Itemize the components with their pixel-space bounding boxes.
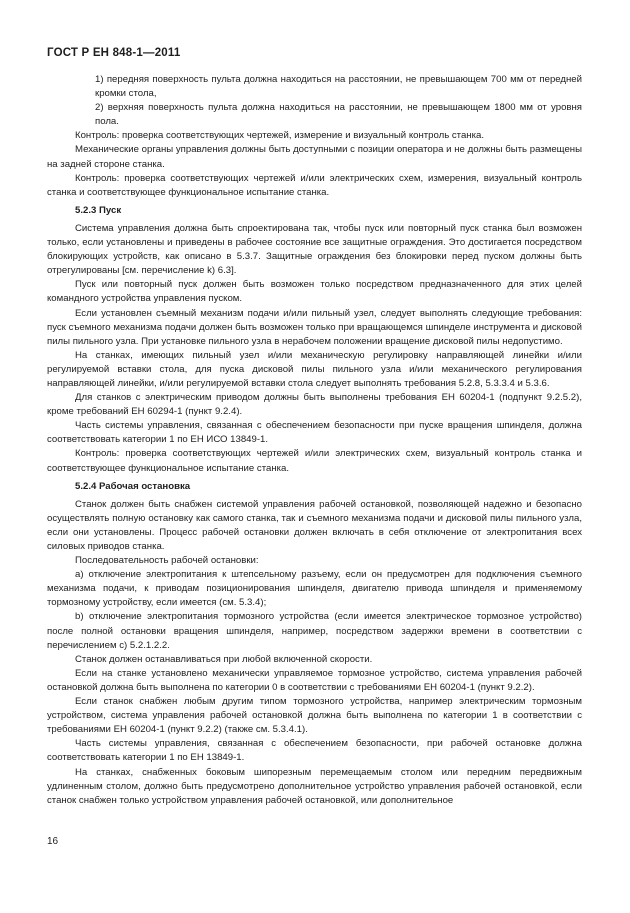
section-heading: 5.2.3 Пуск — [75, 204, 122, 216]
paragraph: Станок должен останавливаться при любой включенной скорости. — [75, 653, 373, 665]
paragraph: На станках, имеющих пильный узел и/или механическую регулировку направляющей линейки и/или регулируемой вставки стола, для пуска дисковой пилы пильного узла и/или механического регулирования направляющей линейки, и/или регулируемой вставки стола следует выполнять требования 5.2.8, 5.3.3.4 и 5.3.6. — [47, 349, 582, 389]
paragraph: На станках, снабженных боковым шипорезным перемещаемым столом или передним передвижным удлиненным столом, должно быть предусмотрено дополнительное устройство управления рабочей остановкой, если станок снабжен только устройством управления рабочей остановкой, или дополнительное — [47, 766, 582, 806]
paragraph: Станок должен быть снабжен системой управления рабочей остановкой, позволяющей надежно и безопасно осуществлять полную остановку как самого станка, так и съемного механизма подачи и дисковой пилы пильного узла, если они установлены. Процесс рабочей остановки должен включать в себя отключение от электропитания всех силовых приводов станка. — [47, 498, 582, 552]
paragraph: Если станок снабжен любым другим типом тормозного устройства, например электрическим тормозным устройством, система управления рабочей остановкой должна быть выполнена по категории 1 в соответствии с требованиями ЕН 60204-1 (пункт 9.2.2) (также см. 5.3.4.1). — [47, 696, 582, 736]
paragraph: b) отключение электропитания тормозного устройства (если имеется электрическое тормозное устройство) после полной остановки вращения шпинделя, например, посредством задержки времени в соответствии с перечислением c) 5.2.1.2.2. — [47, 611, 582, 651]
document-body — [47, 73, 582, 808]
paragraph: Контроль: проверка соответствующих чертежей, измерение и визуальный контроль станка. — [75, 130, 484, 142]
paragraph: Система управления должна быть спроектирована так, чтобы пуск или повторный пуск станка был возможен только, если установлены и приведены в рабочее состояние все защитные ограждения. Это достигается посредством блокирующих устройств, как описано в 5.3.7. Защитные ограждения без блокировки перед пуском должны быть отрегулированы [см. перечисление k) 6.3]. — [47, 222, 582, 277]
paragraph: Контроль: проверка соответствующих чертежей и/или электрических схем, измерения, визуальный контроль станка и соответствующее функциональное испытание станка. — [47, 172, 582, 198]
document-header: ГОСТ Р ЕН 848-1—2011 — [47, 47, 181, 59]
paragraph: Если установлен съемный механизм подачи и/или пильный узел, следует выполнять следующие требования: пуск съемного механизма подачи должен быть возможен только при вращающемся шпинделе инструмента и дисковой пилы пильного узла. При установке пильного узла в нерабочем положении вращение дисковой пилы недопустимо. — [47, 307, 582, 347]
paragraph: Контроль: проверка соответствующих чертежей и/или электрических схем, визуальный контроль станка и соответствующее функциональное испытание станка. — [47, 448, 582, 474]
paragraph: Часть системы управления, связанная с обеспечением безопасности при пуске вращения шпинделя, должна соответствовать категории 1 по ЕН ИСО 13849-1. — [47, 420, 582, 446]
paragraph: Для станков с электрическим приводом должны быть выполнены требования ЕН 60204-1 (подпункт 9.2.5.2), кроме требований ЕН 60294-1 (пункт 9.2.4). — [47, 392, 582, 418]
paragraph: Если на станке установлено механически управляемое тормозное устройство, система управления рабочей остановкой должна быть выполнена по категории 0 в соответствии с требованиями ЕН 60204-1 (пункт 9.2.2). — [47, 667, 582, 693]
paragraph: Часть системы управления, связанная с обеспечением безопасности, при рабочей остановке должна соответствовать категории 1 по ЕН 13849-1. — [47, 738, 582, 764]
paragraph: a) отключение электропитания к штепсельному разъему, если он предусмотрен для подключения съемного механизма подачи, к приводам позиционирования шпинделя, двигателю привода шпинделя и применяемому тормозному устройству, если имеется (см. 5.3.4); — [47, 569, 582, 609]
paragraph: 2) верхняя поверхность пульта должна находиться на расстоянии, не превышающем 1800 мм от уровня пола. — [95, 102, 582, 128]
section-heading: 5.2.4 Рабочая остановка — [75, 480, 191, 492]
paragraph: Пуск или повторный пуск должен быть возможен только посредством предназначенного для этих целей командного устройства управления пуском. — [47, 279, 582, 305]
paragraph: Последовательность рабочей остановки: — [75, 555, 259, 567]
paragraph: Механические органы управления должны быть доступными с позиции оператора и не должны быть размещены на задней стороне станка. — [47, 144, 582, 170]
page-number: 16 — [47, 836, 59, 847]
paragraph: 1) передняя поверхность пульта должна находиться на расстоянии, не превышающем 700 мм от передней кромки стола, — [95, 74, 582, 100]
